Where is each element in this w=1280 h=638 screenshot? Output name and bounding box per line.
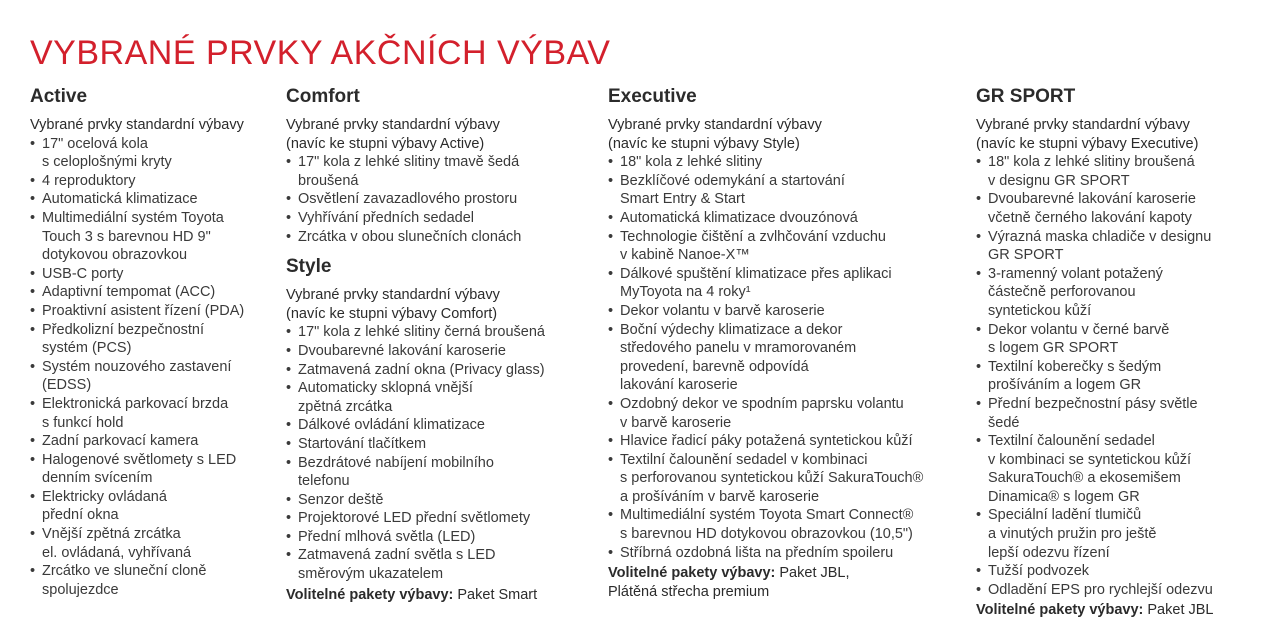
list-item: • Automatická klimatizace dvouzónová bbox=[608, 209, 970, 228]
column-active bbox=[30, 86, 285, 599]
list-item: • Multimediální systém Toyota Touch 3 s barevnou HD 9" dotykovou obrazovkou bbox=[30, 209, 285, 265]
list-item: • 17" kola z lehké slitiny tmavě šedá broušená bbox=[286, 153, 604, 190]
list-item: • Dekor volantu v černé barvě s logem GR SPORT bbox=[976, 321, 1272, 358]
list-item: • 18" kola z lehké slitiny broušená v designu GR SPORT bbox=[976, 153, 1272, 190]
optional-value: Paket JBL, Plátěná střecha premium bbox=[608, 565, 850, 600]
list-item: • Hlavice řadicí páky potažená syntetickou kůží bbox=[608, 432, 970, 451]
intro-executive: Vybrané prvky standardní výbavy (navíc ke stupni výbavy Style) bbox=[608, 117, 822, 152]
list-item: • 3-ramenný volant potažený částečně perforovanou syntetickou kůží bbox=[976, 265, 1272, 321]
intro-style: Vybrané prvky standardní výbavy (navíc ke stupni výbavy Comfort) bbox=[286, 287, 500, 322]
list-item: • Zadní parkovací kamera bbox=[30, 432, 285, 451]
list-item: • Vnější zpětná zrcátka el. ovládaná, vyhřívaná bbox=[30, 525, 285, 562]
list-item: • Stříbrná ozdobná lišta na předním spoileru bbox=[608, 544, 970, 563]
heading-active: Active bbox=[30, 86, 88, 107]
list-item: • Zatmavená zadní světla s LED směrovým ukazatelem bbox=[286, 546, 604, 583]
heading-comfort: Comfort bbox=[286, 86, 360, 107]
list-item: • Vyhřívání předních sedadel bbox=[286, 209, 604, 228]
list-item: • Multimediální systém Toyota Smart Connect® s barevnou HD dotykovou obrazovkou (10,5") bbox=[608, 506, 970, 543]
list-item: • Textilní čalounění sedadel v kombinaci se syntetickou kůží SakuraTouch® a ekosemišem Dinamica® s logem GR bbox=[976, 432, 1272, 506]
optional-label: Volitelné pakety výbavy: bbox=[608, 565, 776, 582]
list-item: • Dvoubarevné lakování karoserie včetně černého lakování kapoty bbox=[976, 190, 1272, 227]
list-item: • Projektorové LED přední světlomety bbox=[286, 509, 604, 528]
list-item: • Ozdobný dekor ve spodním paprsku volantu v barvě karoserie bbox=[608, 395, 970, 432]
list-item: • Automaticky sklopná vnější zpětná zrcátka bbox=[286, 379, 604, 416]
list-item: • Přední bezpečnostní pásy světle šedé bbox=[976, 395, 1272, 432]
list-item: • Odladění EPS pro rychlejší odezvu bbox=[976, 581, 1272, 600]
list-item: • Výrazná maska chladiče v designu GR SPORT bbox=[976, 228, 1272, 265]
intro-gr-sport: Vybrané prvky standardní výbavy (navíc ke stupni výbavy Executive) bbox=[976, 117, 1199, 152]
list-item: • 17" ocelová kola s celoplošnými kryty bbox=[30, 135, 285, 172]
optional-executive bbox=[608, 564, 970, 601]
heading-style: Style bbox=[286, 256, 332, 278]
list-item: • 18" kola z lehké slitiny bbox=[608, 153, 970, 172]
heading-executive: Executive bbox=[608, 86, 697, 107]
list-item: • Speciální ladění tlumičů a vinutých pružin pro ještě lepší odezvu řízení bbox=[976, 506, 1272, 562]
list-item: • Tužší podvozek bbox=[976, 562, 1272, 581]
list-item: • Bezklíčové odemykání a startování Smart Entry & Start bbox=[608, 172, 970, 209]
list-item: • Elektricky ovládaná přední okna bbox=[30, 488, 285, 525]
list-item: • 4 reproduktory bbox=[30, 172, 285, 191]
list-item: • Bezdrátové nabíjení mobilního telefonu bbox=[286, 454, 604, 491]
optional-label: Volitelné pakety výbavy: bbox=[976, 602, 1144, 619]
list-item: • Zrcátko ve sluneční cloně spolujezdce bbox=[30, 562, 285, 599]
list-item: • Startování tlačítkem bbox=[286, 435, 604, 454]
list-item: • Osvětlení zavazadlového prostoru bbox=[286, 190, 604, 209]
column-gr-sport bbox=[976, 86, 1272, 620]
list-item: • Automatická klimatizace bbox=[30, 190, 285, 209]
list-item: • Senzor deště bbox=[286, 491, 604, 510]
list-comfort bbox=[286, 153, 604, 246]
optional-style bbox=[286, 586, 604, 605]
optional-value: Paket Smart bbox=[453, 586, 538, 603]
list-item: • Dekor volantu v barvě karoserie bbox=[608, 302, 970, 321]
list-item: • Technologie čištění a zvlhčování vzduchu v kabině Nanoe-X™ bbox=[608, 228, 970, 265]
list-item: • Adaptivní tempomat (ACC) bbox=[30, 283, 285, 302]
list-gr-sport bbox=[976, 153, 1272, 599]
list-item: • USB-C porty bbox=[30, 265, 285, 284]
list-item: • Systém nouzového zastavení (EDSS) bbox=[30, 358, 285, 395]
list-item: • Dálkové spuštění klimatizace přes aplikaci MyToyota na 4 roky¹ bbox=[608, 265, 970, 302]
list-item: • Boční výdechy klimatizace a dekor středového panelu v mramorovaném provedení, barevně odpovídá lakování karoserie bbox=[608, 321, 970, 395]
list-item: • Halogenové světlomety s LED denním svícením bbox=[30, 451, 285, 488]
list-item: • Zatmavená zadní okna (Privacy glass) bbox=[286, 361, 604, 380]
intro-active: Vybrané prvky standardní výbavy bbox=[30, 117, 244, 133]
list-item: • Proaktivní asistent řízení (PDA) bbox=[30, 302, 285, 321]
list-item: • Dálkové ovládání klimatizace bbox=[286, 416, 604, 435]
column-executive bbox=[608, 86, 970, 601]
list-executive bbox=[608, 153, 970, 562]
column-comfort-style bbox=[286, 86, 604, 604]
list-item: • Zrcátka v obou slunečních clonách bbox=[286, 228, 604, 247]
intro-comfort: Vybrané prvky standardní výbavy (navíc ke stupni výbavy Active) bbox=[286, 117, 500, 152]
optional-gr-sport bbox=[976, 601, 1272, 620]
optional-label: Volitelné pakety výbavy: bbox=[286, 586, 454, 603]
list-item: • 17" kola z lehké slitiny černá broušená bbox=[286, 323, 604, 342]
list-item: • Přední mlhová světla (LED) bbox=[286, 528, 604, 547]
list-item: • Dvoubarevné lakování karoserie bbox=[286, 342, 604, 361]
list-item: • Textilní čalounění sedadel v kombinaci s perforovanou syntetickou kůží SakuraTouch® a prošíváním v barvě karoserie bbox=[608, 451, 970, 507]
list-item: • Elektronická parkovací brzda s funkcí hold bbox=[30, 395, 285, 432]
list-style bbox=[286, 323, 604, 583]
optional-value: Paket JBL bbox=[1143, 602, 1214, 619]
list-active bbox=[30, 135, 285, 600]
heading-gr-sport: GR SPORT bbox=[976, 86, 1076, 107]
list-item: • Textilní koberečky s šedým prošíváním a logem GR bbox=[976, 358, 1272, 395]
list-item: • Předkolizní bezpečnostní systém (PCS) bbox=[30, 321, 285, 358]
page-title: VYBRANÉ PRVKY AKČNÍCH VÝBAV bbox=[30, 34, 611, 72]
